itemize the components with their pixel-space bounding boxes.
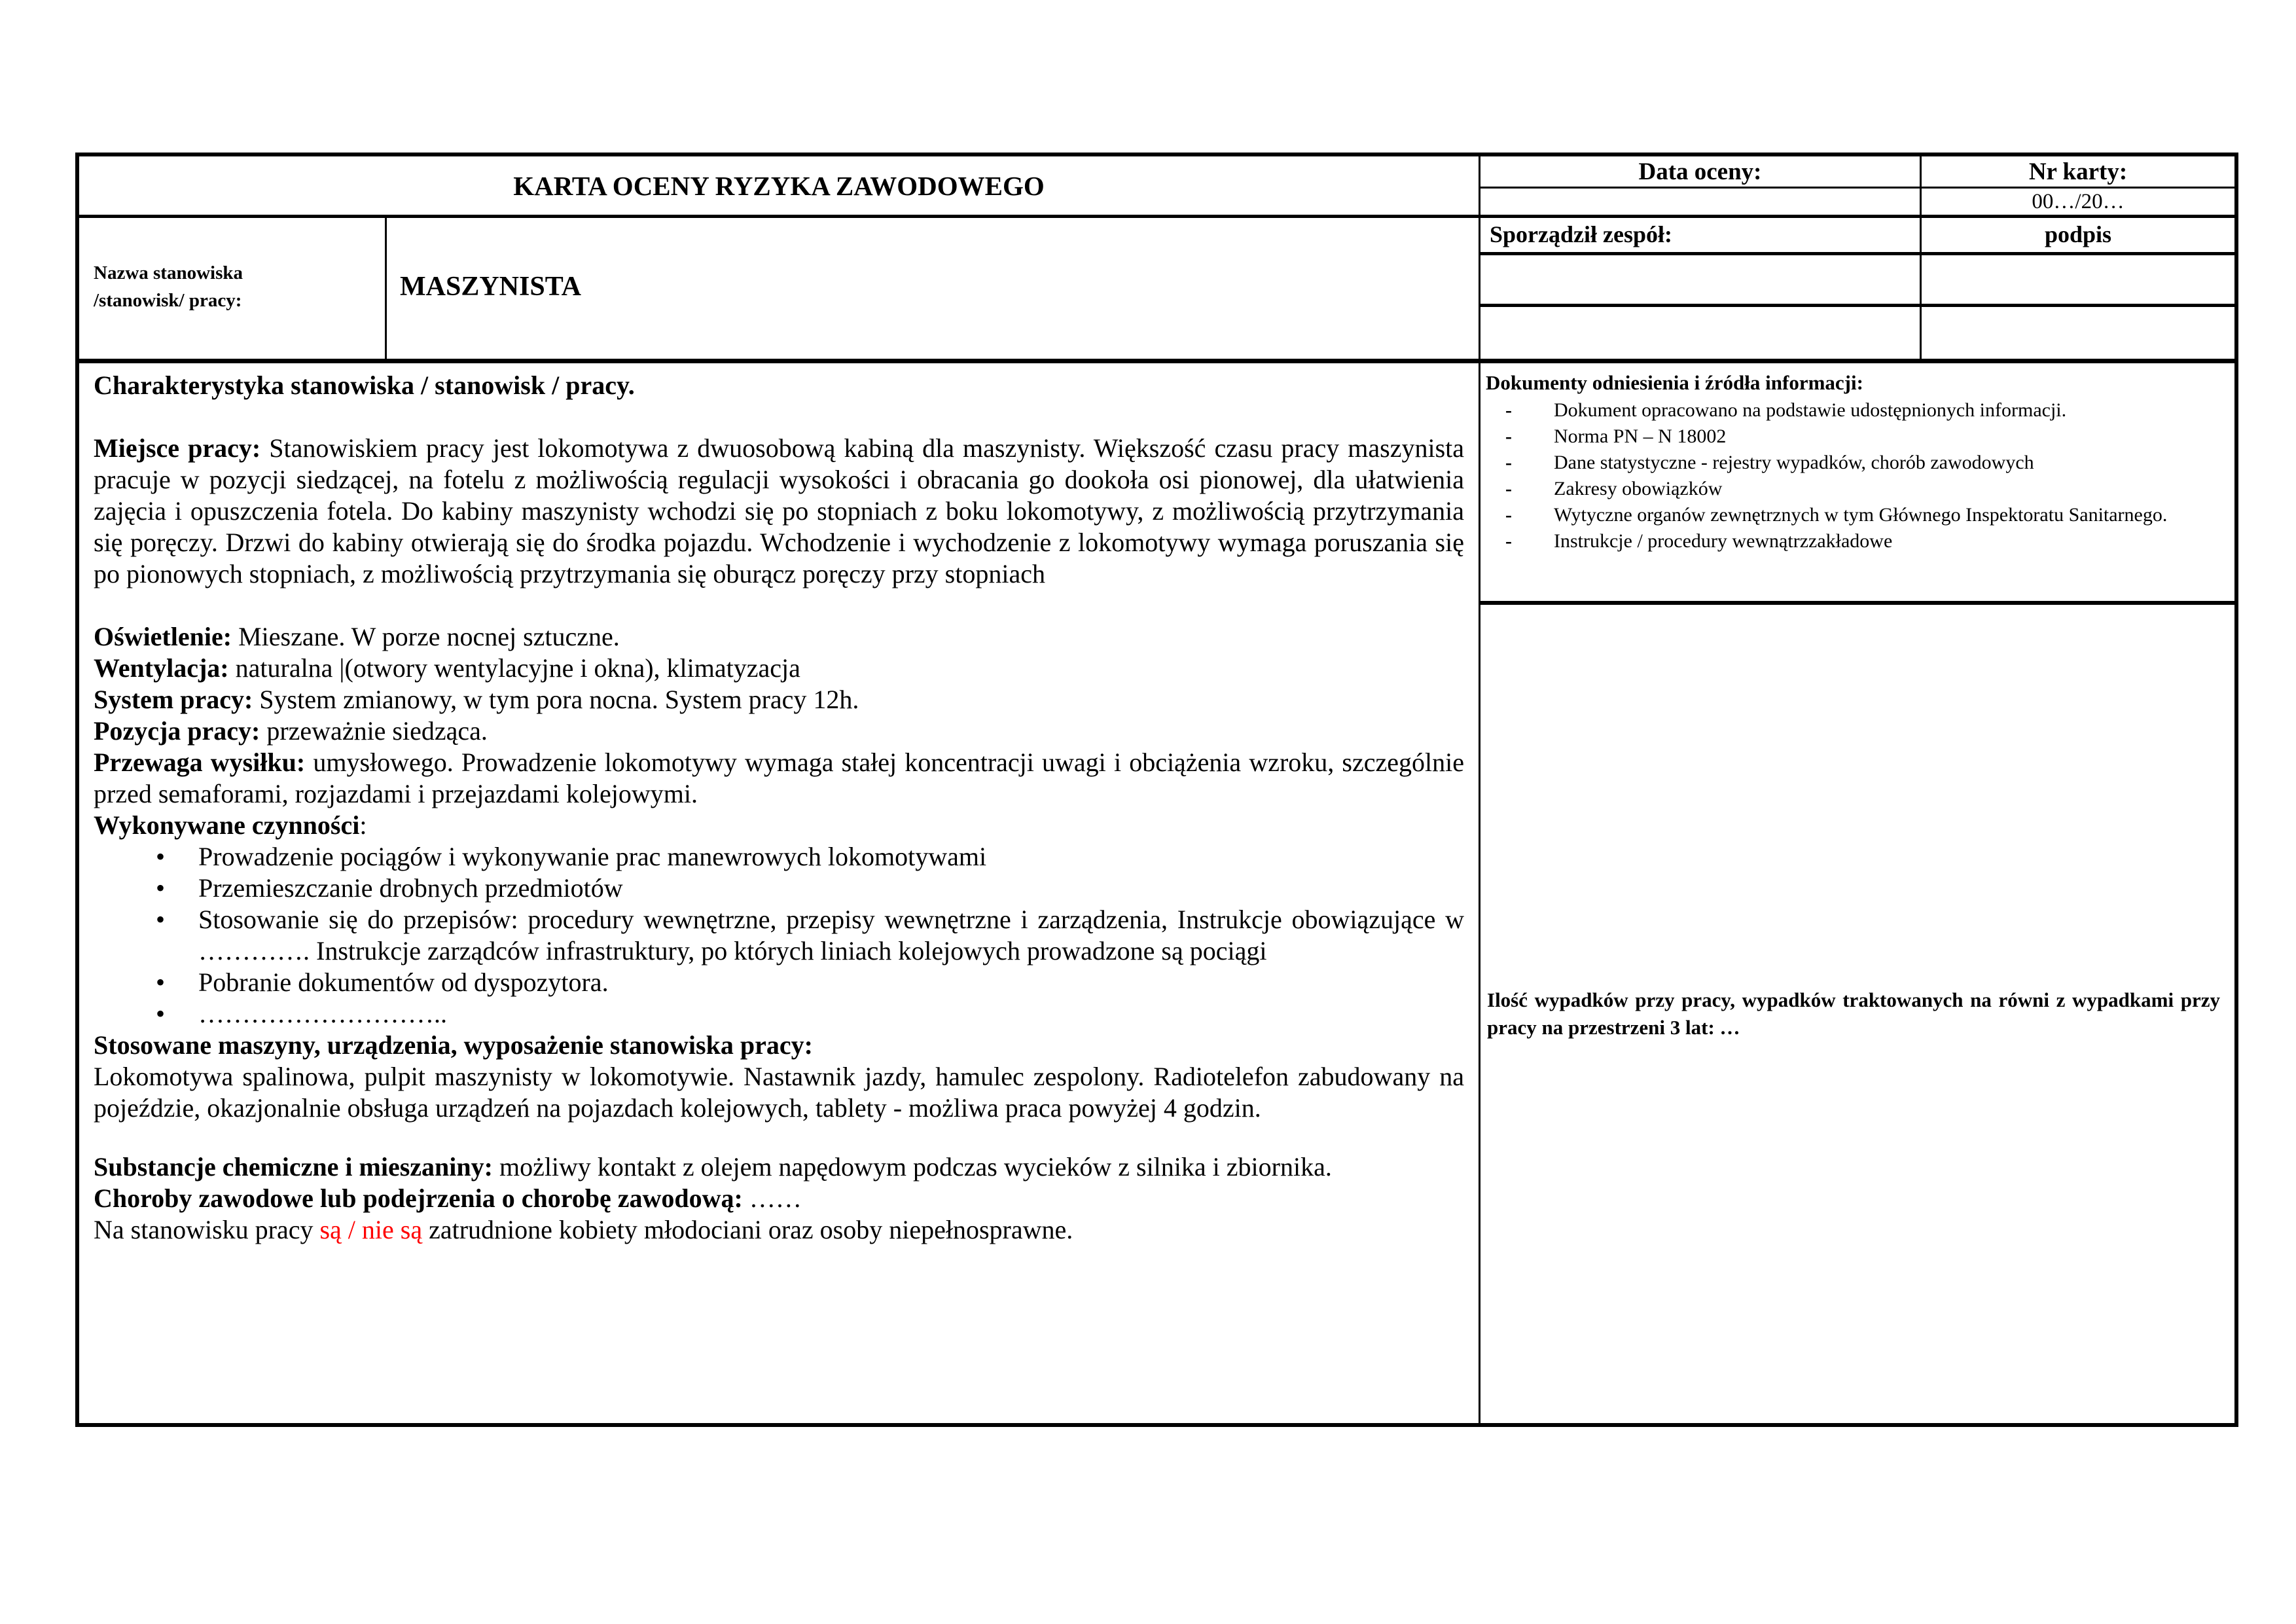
ventilation-label: Wentylacja:	[94, 653, 229, 683]
border-above-body	[79, 359, 2234, 363]
reference-item	[1486, 502, 2205, 528]
signature-cell	[1922, 217, 2234, 252]
card-number-label: Nr karty:	[2028, 158, 2128, 185]
card-number-value-cell	[1922, 189, 2234, 215]
activity-text: Przemieszczanie drobnych przedmiotów	[198, 873, 623, 903]
chemicals-label: Substancje chemiczne i mieszaniny:	[94, 1152, 493, 1182]
risk-assessment-card-table	[75, 153, 2238, 1427]
activity-item	[94, 904, 1464, 967]
activity-item	[94, 998, 1464, 1030]
characteristics-cell	[79, 363, 1479, 1423]
effort-text: umysłowego. Prowadzenie lokomotywy wymaga stałej koncentracji uwagi i obciążenia wzroku, szczególnie przed semaforami, rozjazdami i przejazdami kolejowymi.	[94, 748, 1464, 808]
dash-icon: -	[1505, 478, 1512, 499]
workplace-paragraph	[94, 433, 1464, 590]
ventilation-text: naturalna |(otwory wentylacyjne i okna), klimatyzacja	[228, 653, 800, 683]
machines-heading: Stosowane maszyny, urządzenia, wyposażenie stanowiska pracy:	[94, 1030, 813, 1060]
bullet-icon: •	[156, 905, 166, 934]
activity-item	[94, 873, 1464, 904]
dash-icon: -	[1505, 504, 1512, 526]
work-system-text: System zmianowy, w tym pora nocna. System pracy 12h.	[253, 685, 859, 714]
effort-paragraph	[94, 747, 1464, 810]
activities-heading-colon: :	[359, 810, 367, 840]
employment-prefix: Na stanowisku pracy	[94, 1215, 320, 1244]
reference-text: Instrukcje / procedury wewnątrzzakładowe	[1554, 530, 1893, 552]
work-position-label: Pozycja pracy:	[94, 716, 260, 746]
activity-text: Prowadzenie pociągów i wykonywanie prac manewrowych lokomotywami	[198, 842, 987, 871]
dash-icon: -	[1505, 399, 1512, 421]
activity-text: Stosowanie się do przepisów: procedury wewnętrzne, przepisy wewnętrzne i zarządzenia, Instrukcje obowiązujące w …………. Instrukcje zarządców infrastruktury, po których liniach kolejowych prowadzone są pociągi	[198, 905, 1464, 965]
activity-item	[94, 841, 1464, 873]
references-heading: Dokumenty odniesienia i źródła informacji:	[1486, 371, 1863, 394]
lighting-label: Oświetlenie:	[94, 622, 232, 651]
reference-text: Dane statystyczne - rejestry wypadków, chorób zawodowych	[1554, 452, 2034, 473]
team-member-row-1-signature	[1922, 255, 2234, 304]
reference-item	[1486, 476, 2205, 502]
position-name-label-line1: Nazwa stanowiska	[94, 262, 243, 283]
signature-label: podpis	[2044, 221, 2112, 247]
employment-highlight: są / nie są	[319, 1215, 423, 1244]
machines-paragraph: Lokomotywa spalinowa, pulpit maszynisty w lokomotywie. Nastawnik jazdy, hamulec zespolony. Radiotelefon zabudowany na pojeździe, okazjonalnie obsługa urządzeń na pojazdach kolejowych, tablety - możliwa praca powyżej 4 godzin.	[94, 1062, 1464, 1123]
document-title: KARTA OCENY RYZYKA ZAWODOWEGO	[513, 170, 1045, 201]
reference-text: Dokument opracowano na podstawie udostępnionych informacji.	[1554, 399, 2067, 421]
team-member-row-2-signature	[1922, 307, 2234, 359]
references-list	[1486, 397, 2205, 554]
table-inner	[79, 156, 2234, 1423]
reference-item	[1486, 424, 2205, 450]
team-member-row-2-name	[1480, 307, 1920, 359]
bullet-icon: •	[156, 842, 166, 871]
effort-label: Przewaga wysiłku:	[94, 748, 306, 777]
work-position-line	[94, 715, 1464, 747]
position-name-value-cell	[387, 215, 1479, 359]
bullet-icon: •	[156, 999, 166, 1028]
characteristics-heading: Charakterystyka stanowiska / stanowisk / pracy.	[94, 370, 635, 400]
ventilation-line	[94, 653, 1464, 684]
reference-item	[1486, 528, 2205, 554]
prepared-by-cell	[1480, 217, 1920, 252]
workplace-text: Stanowiskiem pracy jest lokomotywa z dwuosobową kabiną dla maszynisty. Większość czasu pracy maszynista pracuje w pozycji siedzącej, na fotelu z możliwością regulacji wysokości i obracania go dookoła osi pionowej, dla ułatwienia zajęcia i opuszczenia fotela. Do kabiny maszynisty wchodzi się po stopniach z boku lokomotywy, z możliwością przytrzymania się poręczy. Drzwi do kabiny otwierają się do środka pojazdu. Wchodzenie i wychodzenie z lokomotywy wymaga poruszania się po pionowych stopniach, z możliwością przytrzymania się oburącz poręczy przy stopniach	[94, 433, 1465, 588]
activities-heading: Wykonywane czynności	[94, 810, 360, 840]
position-name-label-cell	[79, 215, 385, 359]
lighting-line	[94, 621, 1464, 653]
prepared-by-label: Sporządził zespół:	[1490, 221, 1672, 247]
reference-text: Zakresy obowiązków	[1554, 478, 1723, 499]
chemicals-text: możliwy kontakt z olejem napędowym podczas wycieków z silnika i zbiornika.	[492, 1152, 1332, 1182]
work-position-text: przeważnie siedząca.	[260, 716, 488, 746]
dash-icon: -	[1505, 452, 1512, 473]
diseases-label: Choroby zawodowe lub podejrzenia o chorobę zawodową:	[94, 1183, 743, 1213]
bullet-icon: •	[156, 967, 166, 997]
position-name-value: MASZYNISTA	[400, 272, 581, 302]
chemicals-line	[94, 1151, 1464, 1183]
accidents-count-cell	[1480, 605, 2234, 1423]
card-number-value: 00…/20…	[2032, 189, 2125, 213]
reference-item	[1486, 450, 2205, 476]
activities-heading-line	[94, 810, 1464, 841]
diseases-line	[94, 1183, 1464, 1214]
document-title-cell	[79, 156, 1479, 215]
lighting-text: Mieszane. W porze nocnej sztuczne.	[232, 622, 620, 651]
team-member-row-1-name	[1480, 255, 1920, 304]
card-number-cell	[1922, 156, 2234, 187]
bullet-icon: •	[156, 873, 166, 903]
reference-text: Wytyczne organów zewnętrznych w tym Głównego Inspektoratu Sanitarnego.	[1554, 504, 2168, 526]
reference-text: Norma PN – N 18002	[1554, 425, 1727, 447]
activities-list	[94, 841, 1464, 1030]
activity-text: Pobranie dokumentów od dyspozytora.	[198, 967, 609, 997]
activity-item	[94, 967, 1464, 998]
assessment-date-cell	[1480, 156, 1920, 187]
accidents-note: Ilość wypadków przy pracy, wypadków traktowanych na równi z wypadkami przy pracy na przestrzeni 3 lat: …	[1487, 988, 2220, 1039]
dash-icon: -	[1505, 530, 1512, 552]
activity-text: ………………………..	[198, 999, 447, 1028]
references-cell	[1480, 363, 2234, 601]
dash-icon: -	[1505, 425, 1512, 447]
work-system-line	[94, 684, 1464, 715]
employment-line	[94, 1214, 1464, 1246]
reference-item	[1486, 397, 2205, 424]
employment-suffix: zatrudnione kobiety młodociani oraz osoby niepełnosprawne.	[422, 1215, 1073, 1244]
assessment-date-label: Data oceny:	[1638, 158, 1762, 185]
work-system-label: System pracy:	[94, 685, 253, 714]
workplace-label: Miejsce pracy:	[94, 433, 261, 463]
position-name-label-line2: /stanowisk/ pracy:	[94, 290, 242, 311]
diseases-text: ……	[742, 1183, 802, 1213]
